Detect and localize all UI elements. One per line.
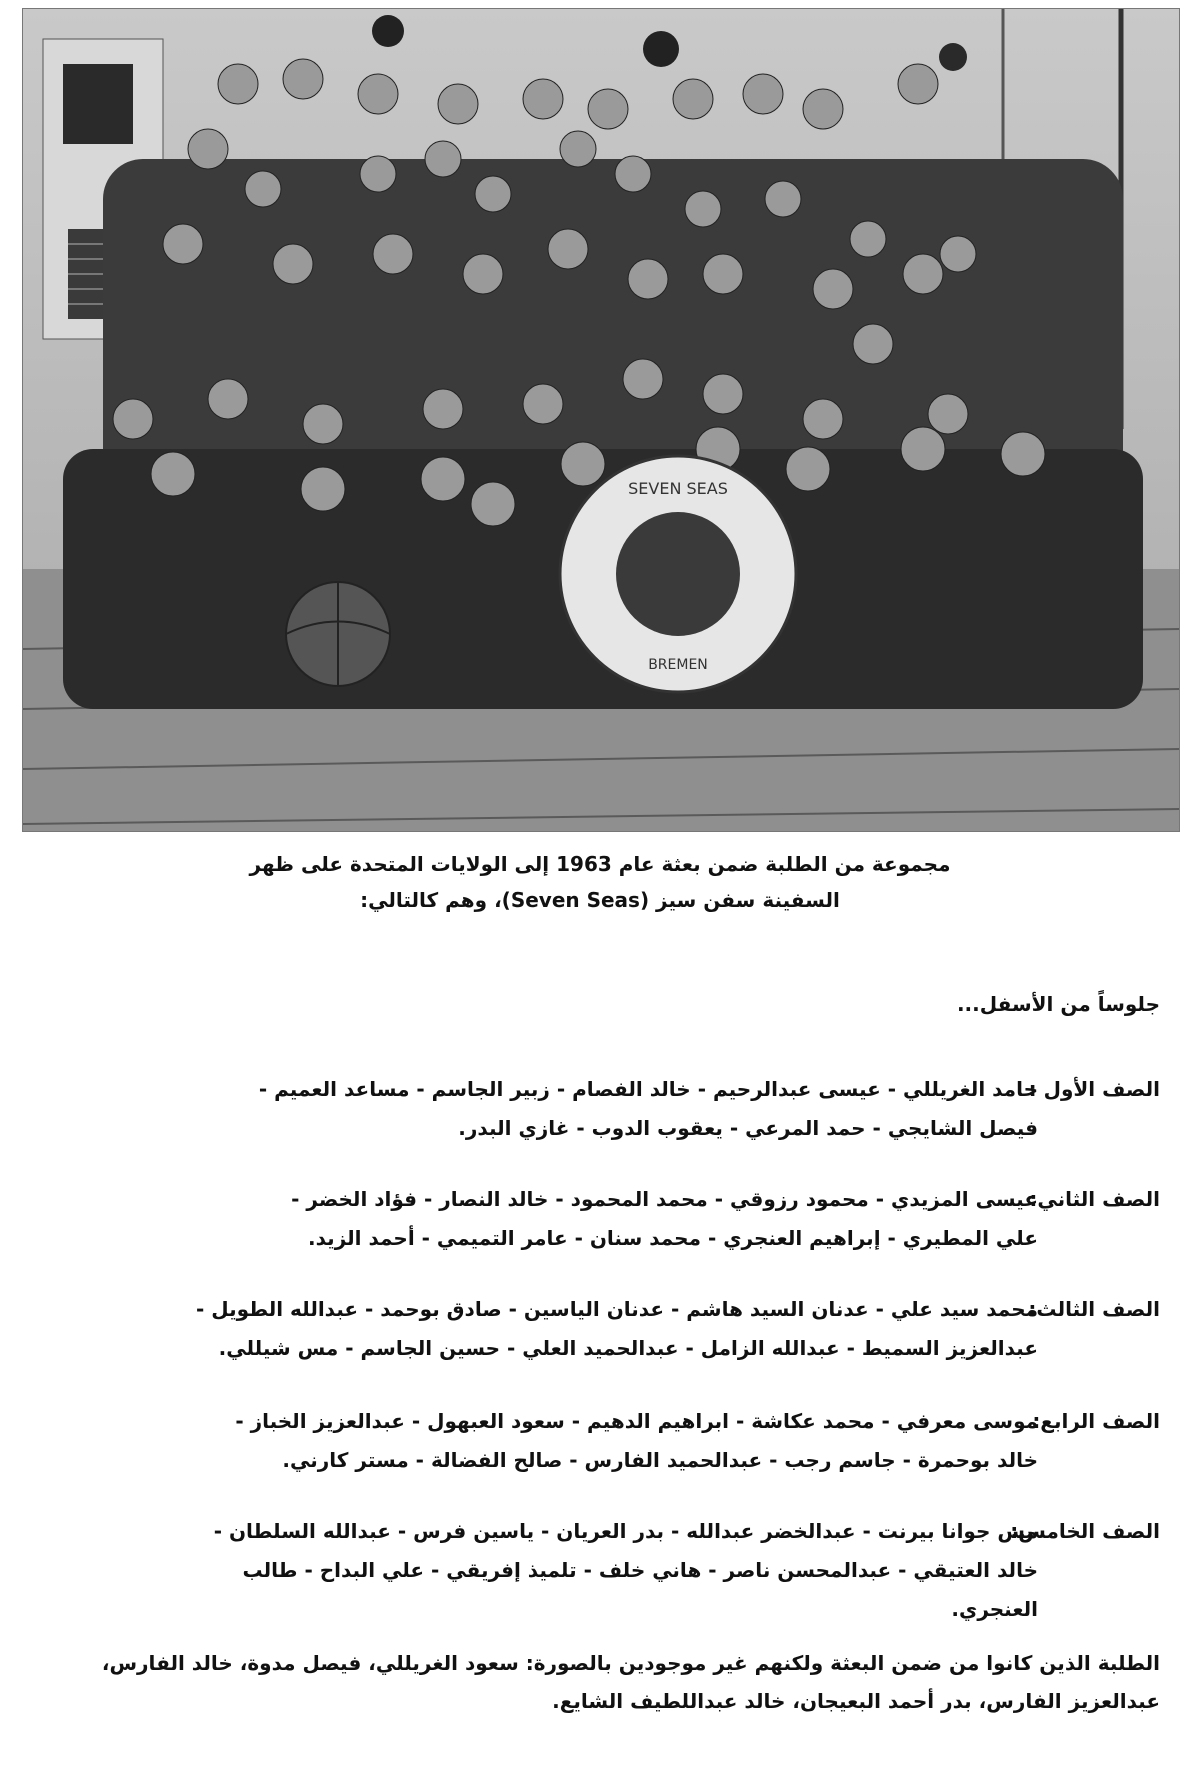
absent-line-2: عبدالعزيز الفارس، بدر أحمد البعيجان، خالد عبداللطيف الشايع. [552, 1689, 1160, 1713]
group-photo-illustration [23, 9, 1179, 831]
names-line: موسى معرفي - محمد عكاشة - ابراهيم الدهيم - سعود العبهول - عبدالعزيز الخباز - [235, 1409, 1038, 1433]
life-ring-bottom-text: BREMEN [648, 657, 708, 673]
names-line: خالد بوحمرة - جاسم رجب - عبدالحميد الفارس - صالح الفضالة - مستر كارني. [282, 1448, 1038, 1472]
row-first [30, 1070, 1160, 1148]
row-label: الصف الخامس: [1010, 1519, 1160, 1543]
names-line: خالد العتيقي - عبدالمحسن ناصر - هاني خلف - تلميذ إفريقي - علي البداح - طالب [242, 1558, 1038, 1582]
row-label: الصف الأول : [1028, 1077, 1160, 1101]
names-line: حامد الغريللي - عيسى عبدالرحيم - خالد الفصام - زبير الجاسم - مساعد العميم - [258, 1077, 1038, 1101]
row-names [30, 1290, 1038, 1368]
names-line: العنجري. [951, 1597, 1038, 1621]
row-fourth [30, 1402, 1160, 1480]
group-photo [22, 8, 1180, 832]
row-second [30, 1180, 1160, 1258]
caption-line-2: السفينة سفن سيز (Seven Seas)، وهم كالتالي: [360, 888, 840, 912]
names-line: مس جوانا بيرنت - عبدالخضر عبدالله - بدر العريان - ياسين فرس - عبدالله السلطان - [213, 1519, 1038, 1543]
row-label: الصف الرابع: [1032, 1409, 1160, 1433]
life-ring-top-text: SEVEN SEAS [628, 479, 728, 498]
row-names [30, 1512, 1038, 1629]
names-line: فيصل الشايجي - حمد المرعي - يعقوب الدوب - غازي البدر. [458, 1116, 1038, 1140]
names-line: محمد سيد علي - عدنان السيد هاشم - عدنان الياسين - صادق بوحمد - عبدالله الطويل - [196, 1297, 1038, 1321]
caption-line-1: مجموعة من الطلبة ضمن بعثة عام 1963 إلى الولايات المتحدة على ظهر [249, 852, 951, 876]
row-fifth [30, 1512, 1160, 1629]
names-line: عيسى المزيدي - محمود رزوقي - محمد المحمود - خالد النصار - فؤاد الخضر - [291, 1187, 1038, 1211]
photo-caption [150, 846, 1050, 918]
absent-line-1: الطلبة الذين كانوا من ضمن البعثة ولكنهم غير موجودين بالصورة: سعود الغريللي، فيصل مدوة، خالد الفارس، [101, 1651, 1160, 1675]
row-names [30, 1180, 1038, 1258]
row-label: الصف الثالث: [1028, 1297, 1160, 1321]
row-names [30, 1402, 1038, 1480]
names-line: عبدالعزيز السميط - عبدالله الزامل - عبدالحميد العلي - حسين الجاسم - مس شيللي. [218, 1336, 1038, 1360]
absent-students-note [20, 1644, 1160, 1720]
row-label: الصف الثاني: [1029, 1187, 1160, 1211]
intro-text: جلوساً من الأسفل... [956, 992, 1160, 1016]
row-third [30, 1290, 1160, 1368]
row-names [30, 1070, 1038, 1148]
names-line: علي المطيري - إبراهيم العنجري - محمد سنان - عامر التميمي - أحمد الزيد. [308, 1226, 1038, 1250]
